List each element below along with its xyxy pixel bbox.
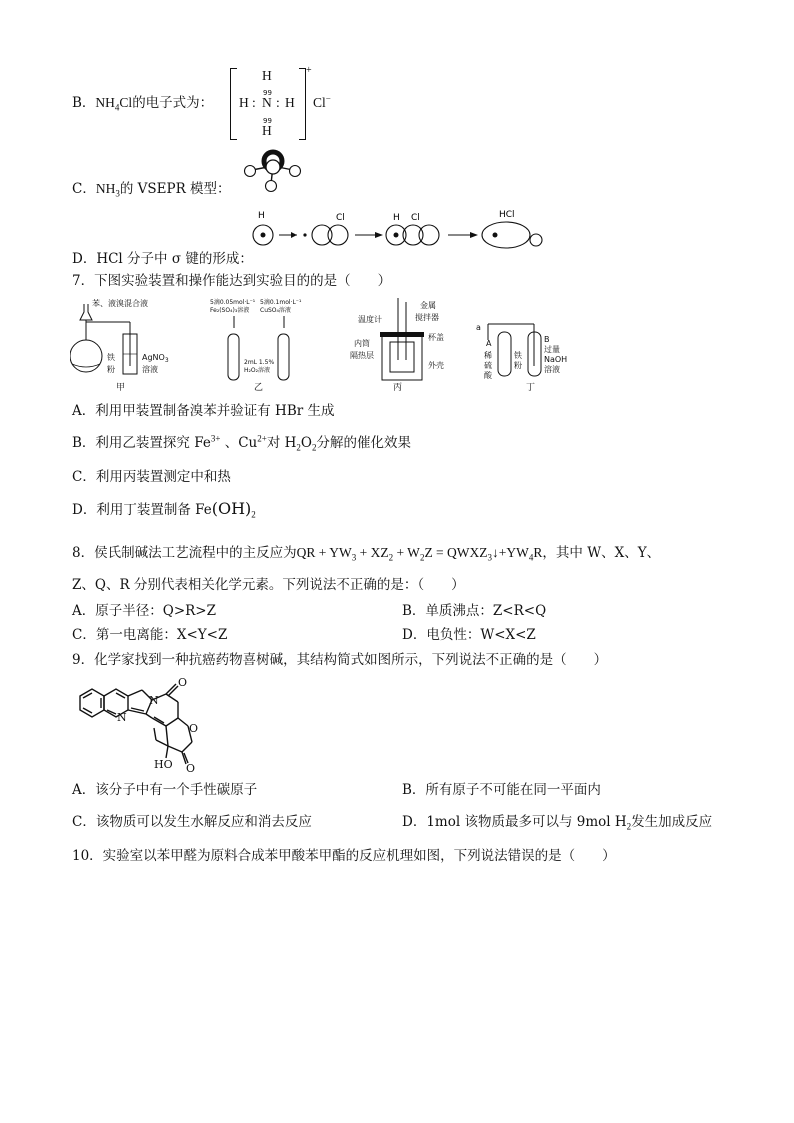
svg-text:H: H bbox=[393, 213, 400, 223]
q9-option-d: D．1mol 该物质最多可以与 9mol $H_2$发生加成反应 bbox=[402, 814, 713, 832]
chloride-ion: Cl− bbox=[313, 93, 331, 110]
svg-text:O: O bbox=[178, 676, 188, 689]
q8-stem-line1: 8．侯氏制碱法工艺流程中的主反应为QR + $YW_3 + XZ_2 + W_2Z$ = $QWXZ_3↓+YW_4R$，其中 W、X、Y、 bbox=[72, 545, 661, 563]
vsepr-model-figure bbox=[238, 148, 308, 196]
svg-text:2mL 1.5%: 2mL 1.5% bbox=[244, 359, 275, 366]
svg-text:外壳: 外壳 bbox=[428, 361, 444, 370]
svg-text:过量: 过量 bbox=[544, 345, 560, 354]
label-h1: H bbox=[258, 211, 265, 221]
svg-text:粉: 粉 bbox=[514, 361, 522, 370]
svg-text:HCl: HCl bbox=[499, 210, 515, 220]
n-center: N bbox=[262, 95, 272, 110]
colon-right: : bbox=[276, 95, 280, 110]
q8-option-b: B．单质沸点：Z<R<Q bbox=[402, 603, 547, 619]
right-bracket bbox=[299, 68, 306, 140]
q6-option-c: C．$NH_3$的 VSEPR 模型： bbox=[72, 181, 231, 199]
svg-text:金属: 金属 bbox=[420, 301, 436, 310]
svg-text:丙: 丙 bbox=[393, 383, 403, 393]
q8-option-a: A．原子半径：Q>R>Z bbox=[72, 603, 216, 619]
svg-text:粉: 粉 bbox=[107, 365, 115, 374]
h-top: H bbox=[262, 68, 272, 83]
q8-stem-line2: Z、Q、R 分别代表相关化学元素。下列说法不正确的是：（ ） bbox=[72, 577, 465, 593]
svg-text:硫: 硫 bbox=[484, 361, 492, 370]
sigma-bond-figure bbox=[245, 208, 550, 260]
h-right: H bbox=[285, 95, 295, 110]
svg-text:HO: HO bbox=[154, 758, 173, 771]
q9-option-c: C．该物质可以发生水解反应和消去反应 bbox=[72, 814, 312, 830]
svg-text:H₂O₂溶液: H₂O₂溶液 bbox=[244, 367, 271, 374]
svg-text:Fe₂(SO₄)₃溶液: Fe₂(SO₄)₃溶液 bbox=[210, 307, 250, 314]
svg-text:丁: 丁 bbox=[526, 383, 536, 393]
q8-option-c: C．第一电离能：X<Y<Z bbox=[72, 627, 228, 643]
svg-text:B: B bbox=[544, 335, 550, 344]
svg-text:乙: 乙 bbox=[254, 383, 264, 393]
q7-option-d: D．利用丁装置制备 $Fe(OH)_2$ bbox=[72, 499, 256, 520]
svg-text:铁: 铁 bbox=[514, 351, 522, 360]
svg-text:5滴0.1mol·L⁻¹: 5滴0.1mol·L⁻¹ bbox=[260, 299, 302, 306]
svg-text:O: O bbox=[189, 722, 199, 735]
q9-stem: 9．化学家找到一种抗癌药物喜树碱，其结构简式如图所示，下列说法不正确的是（ ） bbox=[72, 652, 608, 668]
q6-option-d: D．HCl 分子中 σ 键的形成： bbox=[72, 251, 253, 267]
svg-text:温度计: 温度计 bbox=[358, 315, 382, 324]
q8-option-d: D．电负性：W<X<Z bbox=[402, 627, 536, 643]
svg-text:5滴0.05mol·L⁻¹: 5滴0.05mol·L⁻¹ bbox=[210, 299, 256, 306]
svg-text:NaOH: NaOH bbox=[544, 355, 568, 364]
svg-text:CuSO₄溶液: CuSO₄溶液 bbox=[260, 307, 291, 314]
svg-text:杯盖: 杯盖 bbox=[428, 333, 444, 342]
camptothecin-structure bbox=[70, 674, 220, 774]
colon-left: : bbox=[252, 95, 256, 110]
svg-text:N: N bbox=[117, 711, 127, 724]
svg-text:O: O bbox=[186, 762, 196, 774]
left-bracket bbox=[230, 68, 237, 140]
svg-text:搅拌器: 搅拌器 bbox=[415, 313, 439, 322]
q6-option-b: B．$NH_4Cl$的电子式为： bbox=[72, 95, 214, 113]
svg-text:甲: 甲 bbox=[116, 383, 126, 393]
dots-bottom: 99 bbox=[263, 117, 272, 125]
svg-text:N: N bbox=[149, 694, 159, 707]
svg-text:稀: 稀 bbox=[484, 351, 492, 360]
q7-option-a: A．利用甲装置制备溴苯并验证有 HBr 生成 bbox=[72, 403, 335, 419]
svg-text:苯、液溴混合液: 苯、液溴混合液 bbox=[92, 299, 148, 308]
svg-text:a: a bbox=[476, 323, 481, 332]
svg-text:溶液: 溶液 bbox=[544, 365, 560, 374]
q9-option-a: A．该分子中有一个手性碳原子 bbox=[72, 782, 258, 798]
svg-text:酸: 酸 bbox=[484, 371, 492, 380]
h-left: H bbox=[239, 95, 249, 110]
svg-text:铁: 铁 bbox=[107, 353, 115, 362]
svg-text:A: A bbox=[486, 339, 492, 348]
svg-text:AgNO3: AgNO$_3$ bbox=[142, 353, 169, 364]
q10-stem: 10．实验室以苯甲醛为原料合成苯甲酸苯甲酯的反应机理如图，下列说法错误的是（ ） bbox=[72, 848, 616, 864]
q7-stem: 7．下图实验装置和操作能达到实验目的的是（ ） bbox=[72, 273, 392, 289]
svg-text:Cl: Cl bbox=[411, 213, 420, 223]
svg-text:Cl: Cl bbox=[336, 213, 345, 223]
q7-option-c: C．利用丙装置测定中和热 bbox=[72, 469, 231, 485]
h-bottom: H bbox=[262, 123, 272, 138]
svg-text:内筒: 内筒 bbox=[354, 339, 370, 348]
q7-apparatus-figure bbox=[70, 294, 570, 394]
dots-top: 99 bbox=[263, 89, 272, 97]
plus-charge: + bbox=[306, 65, 312, 76]
q7-option-b: B．利用乙装置探究 $Fe^{3+}$ 、$Cu^{2+}$对 $H_2O_2$分解的催化效果 bbox=[72, 433, 411, 453]
q9-option-b: B．所有原子不可能在同一平面内 bbox=[402, 782, 601, 798]
svg-text:隔热层: 隔热层 bbox=[350, 351, 374, 360]
svg-text:溶液: 溶液 bbox=[142, 365, 158, 374]
